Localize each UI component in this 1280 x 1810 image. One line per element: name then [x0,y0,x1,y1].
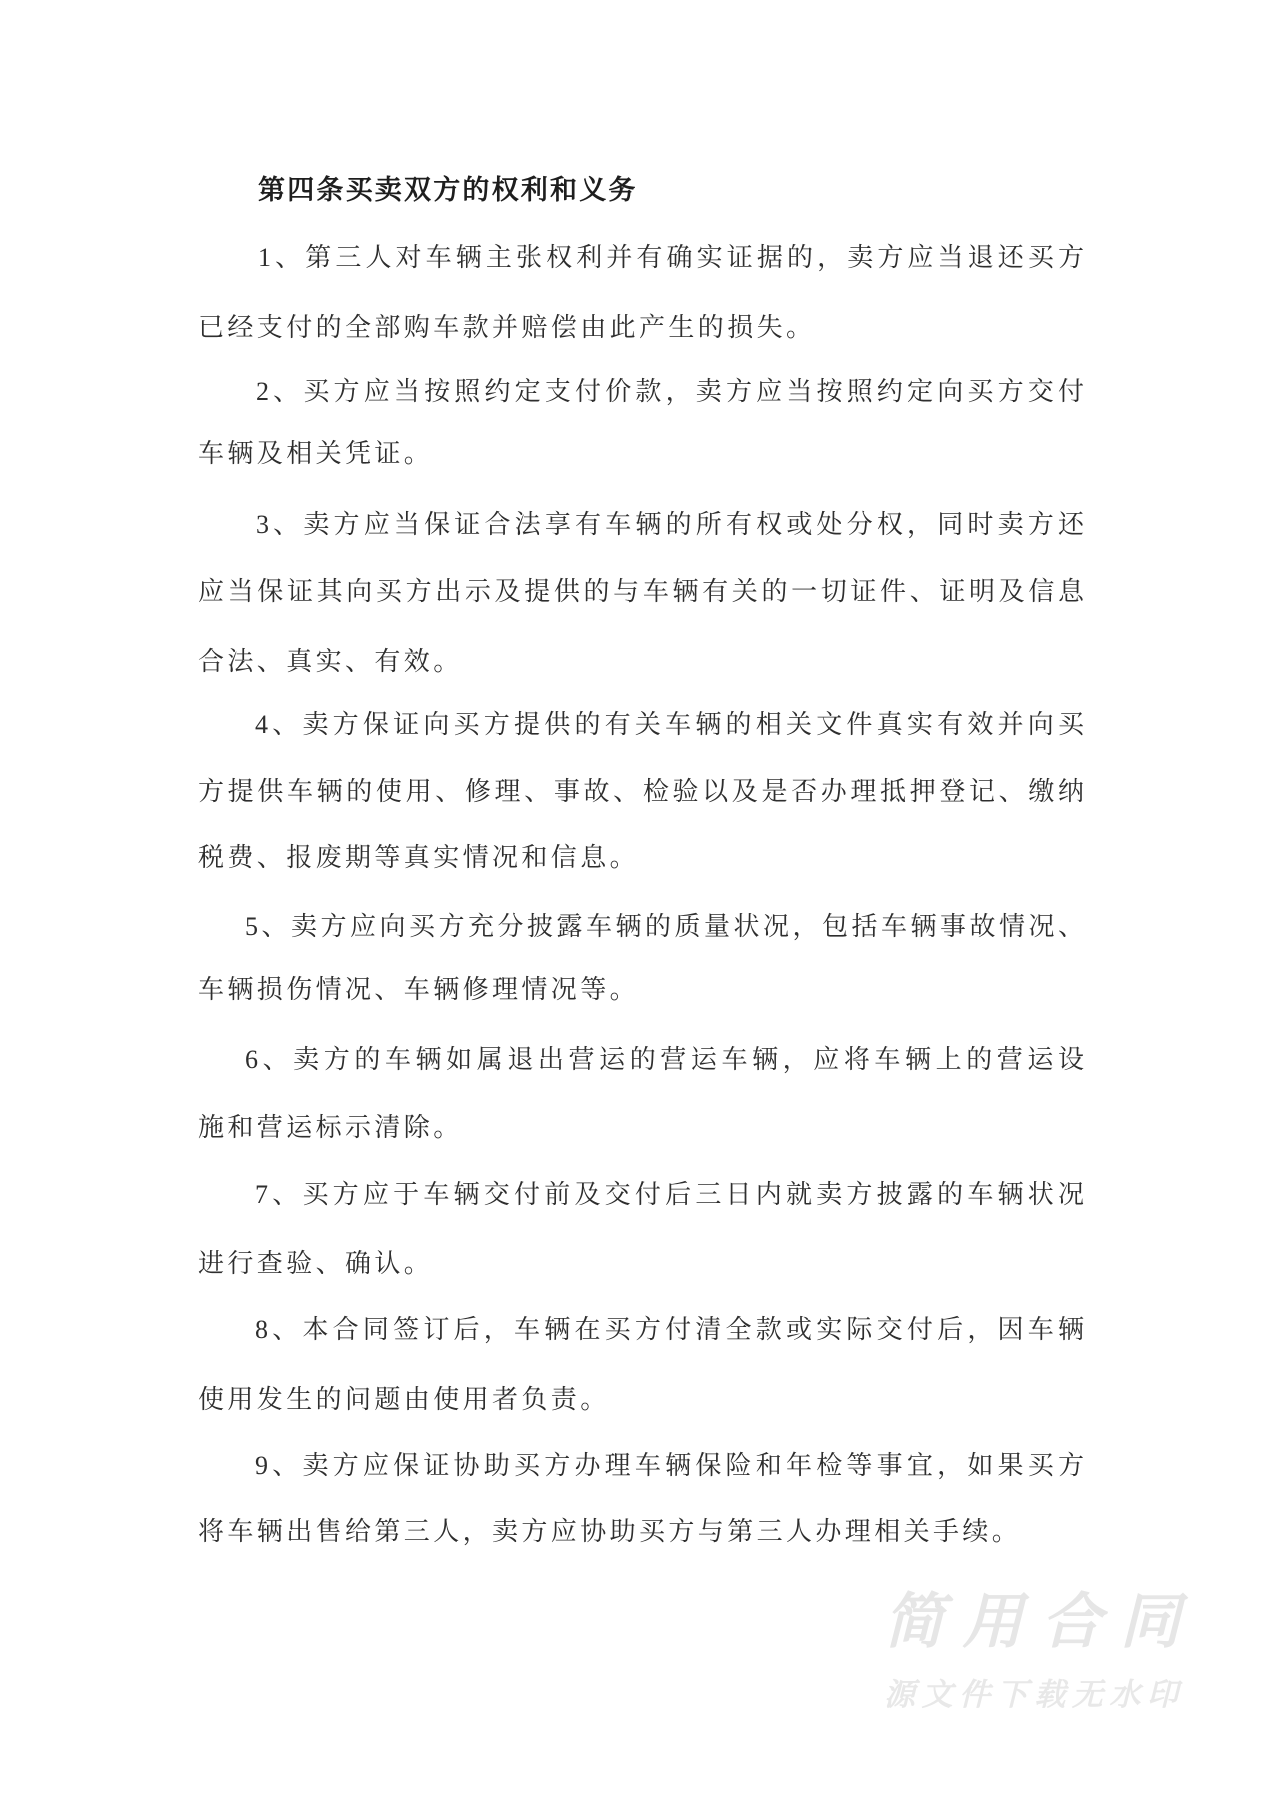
paragraph-1-line-2: 已经支付的全部购车款并赔偿由此产生的损失。 [198,313,816,342]
paragraph-6-line-1: 6、卖方的车辆如属退出营运的营运车辆，应将车辆上的营运设 [245,1045,1084,1074]
paragraph-2-line-1: 2、买方应当按照约定支付价款，卖方应当按照约定向买方交付 [256,377,1084,406]
paragraph-3-line-3: 合法、真实、有效。 [198,647,463,676]
watermark-brand: 简用合同 [884,1587,1180,1657]
paragraph-3-line-1: 3、卖方应当保证合法享有车辆的所有权或处分权，同时卖方还 [256,510,1084,539]
paragraph-8-line-2: 使用发生的问题由使用者负责。 [198,1385,610,1414]
paragraph-4-line-3: 税费、报废期等真实情况和信息。 [198,843,640,872]
paragraph-2-line-2: 车辆及相关凭证。 [198,439,434,468]
paragraph-4-line-2: 方提供车辆的使用、修理、事故、检验以及是否办理抵押登记、缴纳 [198,777,1084,806]
watermark-tagline: 源文件下载无水印 [884,1677,1178,1713]
paragraph-7-line-1: 7、买方应于车辆交付前及交付后三日内就卖方披露的车辆状况 [255,1180,1084,1209]
section-title: 第四条买卖双方的权利和义务 [258,175,638,205]
paragraph-8-line-1: 8、本合同签订后，车辆在买方付清全款或实际交付后，因车辆 [255,1315,1084,1344]
paragraph-9-line-2: 将车辆出售给第三人，卖方应协助买方与第三人办理相关手续。 [198,1517,1022,1546]
paragraph-9-line-1: 9、卖方应保证协助买方办理车辆保险和年检等事宜，如果买方 [255,1451,1084,1480]
paragraph-5-line-1: 5、卖方应向买方充分披露车辆的质量状况，包括车辆事故情况、 [245,912,1084,941]
paragraph-1-line-1: 1、第三人对车辆主张权利并有确实证据的，卖方应当退还买方 [258,243,1084,272]
paragraph-7-line-2: 进行查验、确认。 [198,1249,434,1278]
paragraph-4-line-1: 4、卖方保证向买方提供的有关车辆的相关文件真实有效并向买 [255,710,1084,739]
paragraph-6-line-2: 施和营运标示清除。 [198,1113,463,1142]
paragraph-3-line-2: 应当保证其向买方出示及提供的与车辆有关的一切证件、证明及信息 [198,577,1084,606]
paragraph-5-line-2: 车辆损伤情况、车辆修理情况等。 [198,975,640,1004]
